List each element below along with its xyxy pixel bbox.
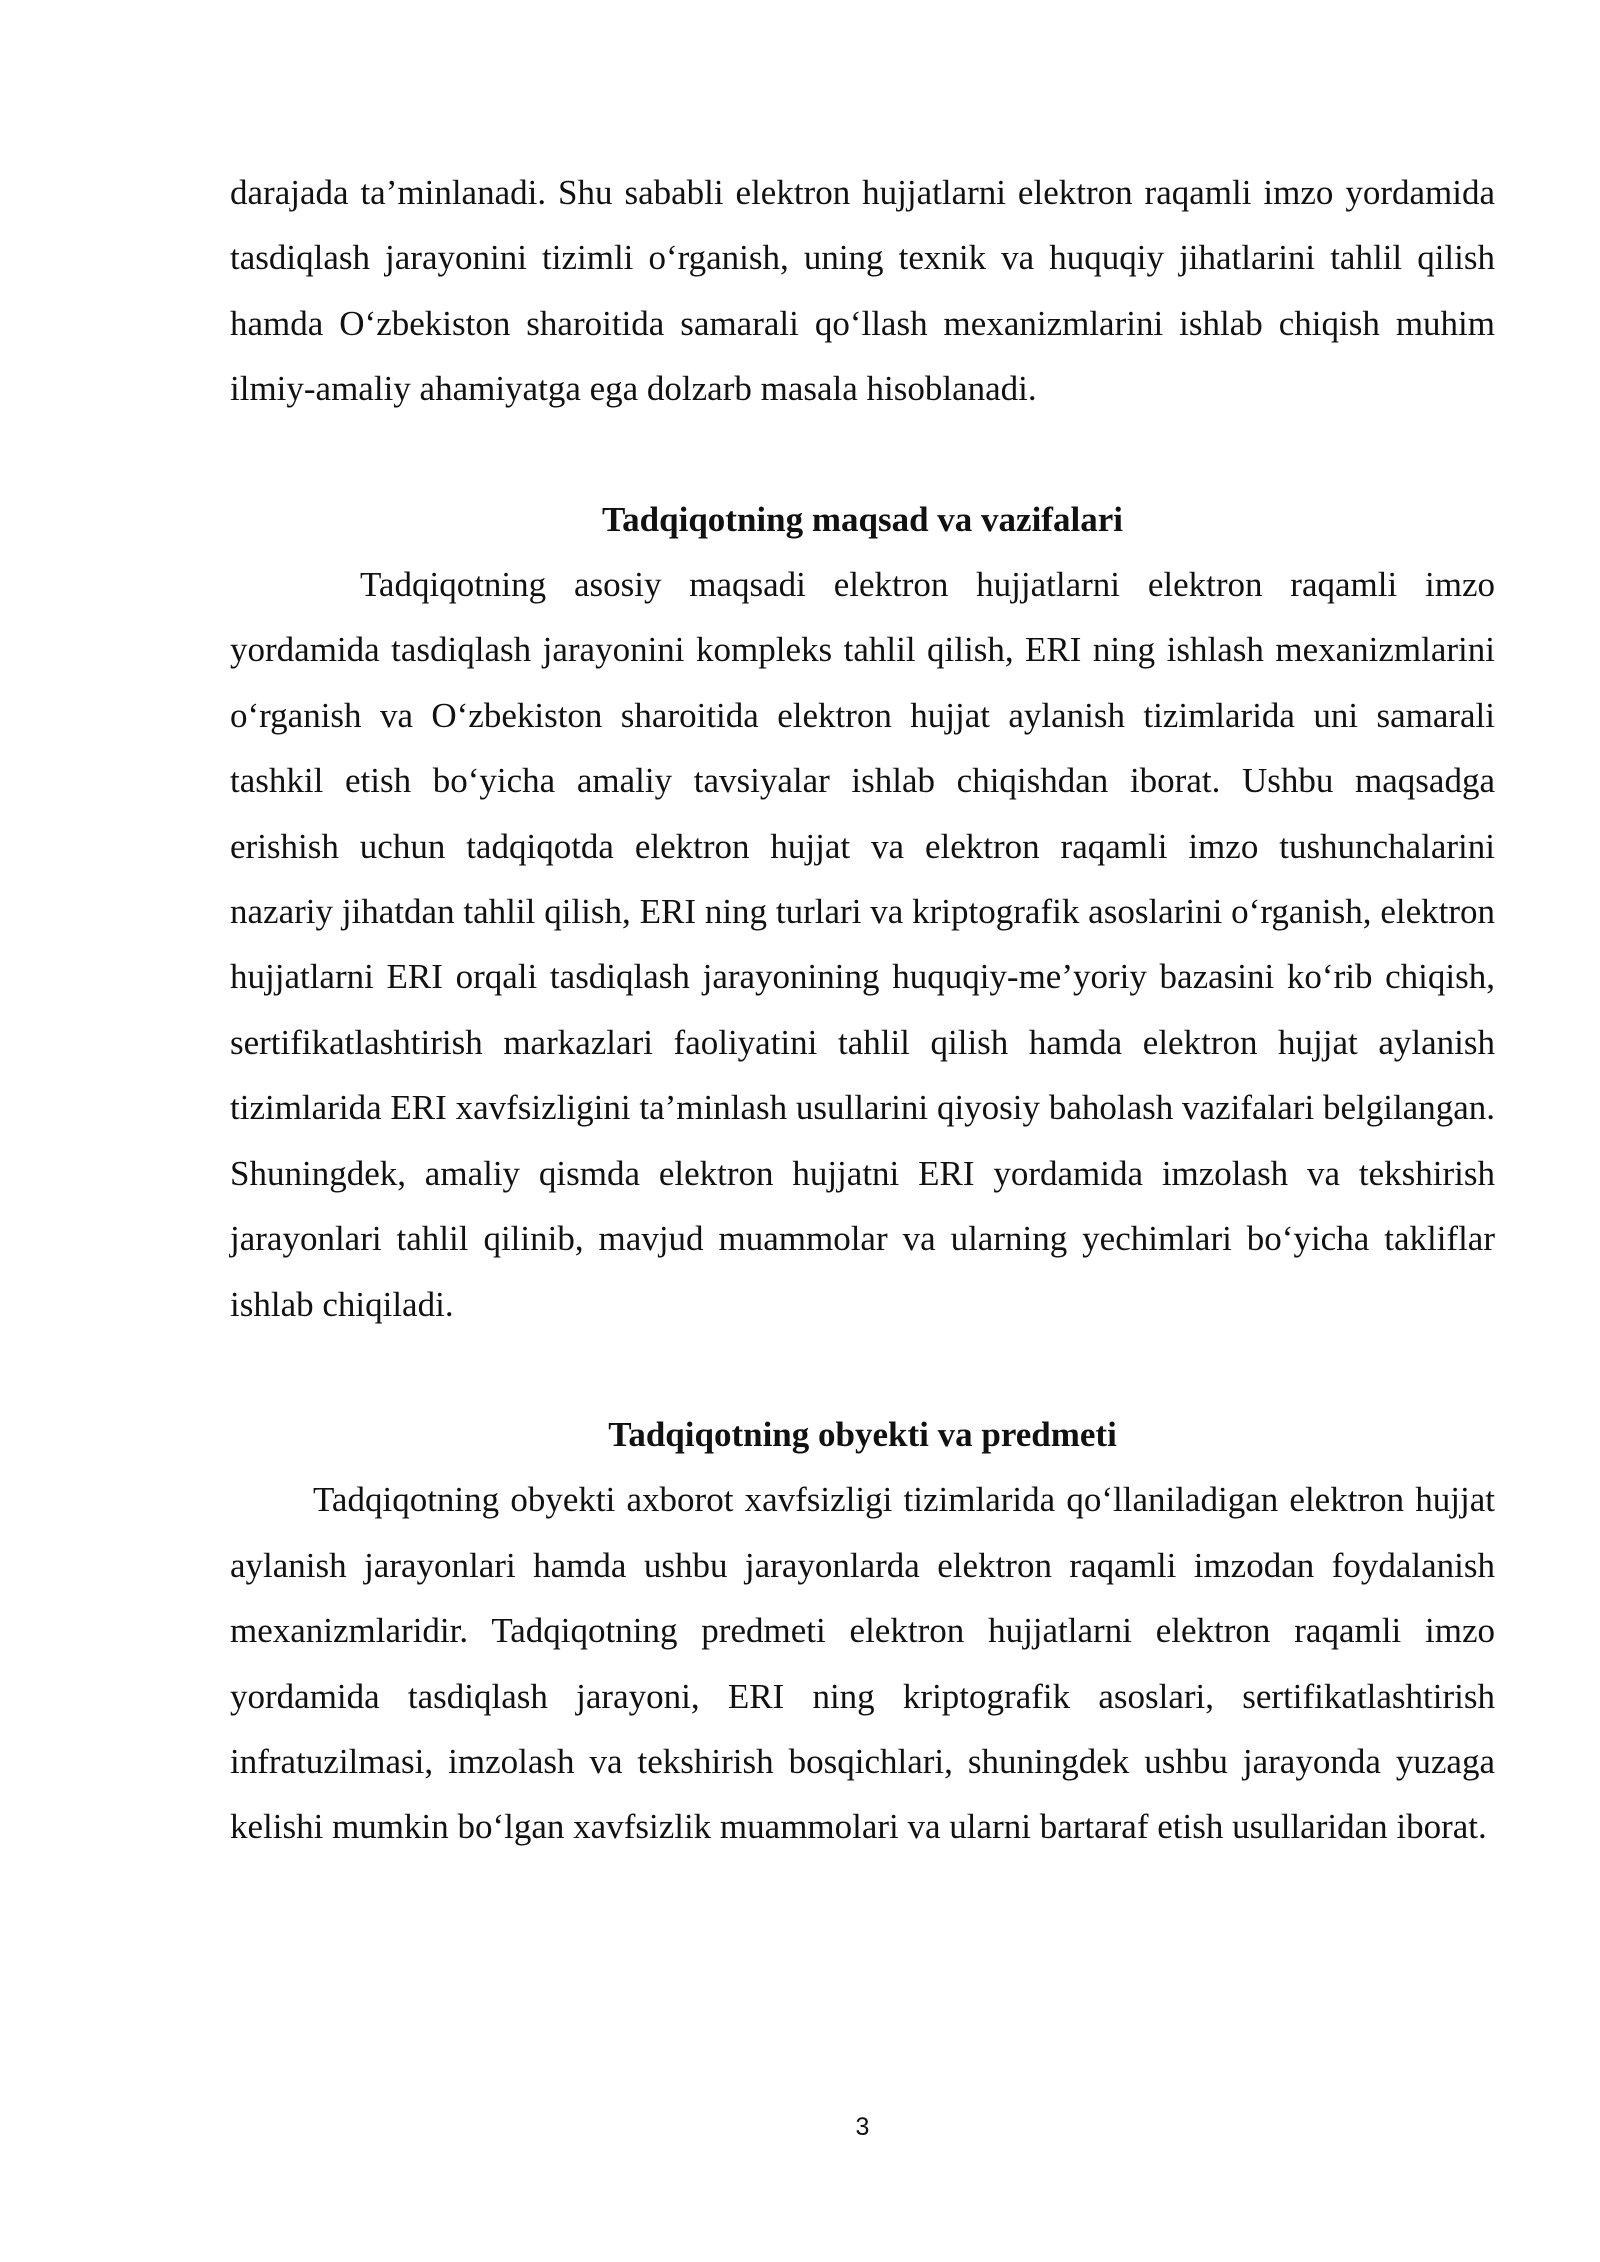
section-spacer <box>230 1337 1495 1402</box>
paragraph-goals: Tadqiqotning asosiy maqsadi elektron hujjatlarni elektron raqamli imzo yordamida tasdiqlash jarayonini kompleks tahlil qilish, ERI ning ishlash mexanizmlarini o‘rganish va O‘zbekiston sharoitida elektron hujjat aylanish tizimlarida uni samarali tashkil etish bo‘yicha amaliy tavsiyalar ishlab chiqishdan iborat. Ushbu maqsadga erishish uchun tadqiqotda elektron hujjat va elektron raqamli imzo tushunchalarini nazariy jihatdan tahlil qilish, ERI ning turlari va kriptografik asoslarini o‘rganish, elektron hujjatlarni ERI orqali tasdiqlash jarayonining huquqiy-me’yoriy bazasini ko‘rib chiqish, sertifikatlashtirish markazlari faoliyatini tahlil qilish hamda elektron hujjat aylanish tizimlarida ERI xavfsizligini ta’minlash usullarini qiyosiy baholash vazifalari belgilangan. Shuningdek, amaliy qismda elektron hujjatni ERI yordamida imzolash va tekshirish jarayonlari tahlil qilinib, mavjud muammolar va ularning yechimlari bo‘yicha takliflar ishlab chiqiladi. <box>230 565 1495 1324</box>
page-number: 3 <box>855 2113 870 2141</box>
paragraph-intro-continuation: darajada ta’minlanadi. Shu sababli elektron hujjatlarni elektron raqamli imzo yordamida tasdiqlash jarayonini tizimli o‘rganish, uning texnik va huquqiy jihatlarini tahlil qilish hamda O‘zbekiston sharoitida samarali qo‘llash mexanizmlarini ishlab chiqish muhim ilmiy-amaliy ahamiyatga ega dolzarb masala hisoblanadi. <box>230 173 1495 409</box>
paragraph-object: Tadqiqotning obyekti axborot xavfsizligi tizimlarida qo‘llaniladigan elektron hujjat aylanish jarayonlari hamda ushbu jarayonlarda elektron raqamli imzodan foydalanish mexanizmlaridir. Tadqiqotning predmeti elektron hujjatlarni elektron raqamli imzo yordamida tasdiqlash jarayoni, ERI ning kriptografik asoslari, sertifikatlashtirish infratuzilmasi, imzolash va tekshirish bosqichlari, shuningdek ushbu jarayonda yuzaga kelishi mumkin bo‘lgan xavfsizlik muammolari va ularni bartaraf etish usullaridan iborat. <box>230 1480 1495 1847</box>
heading-object: Tadqiqotning obyekti va predmeti <box>608 1414 1117 1454</box>
page-content <box>230 160 1495 1860</box>
heading-goals: Tadqiqotning maqsad va vazifalari <box>602 499 1123 539</box>
section-spacer <box>230 422 1495 487</box>
